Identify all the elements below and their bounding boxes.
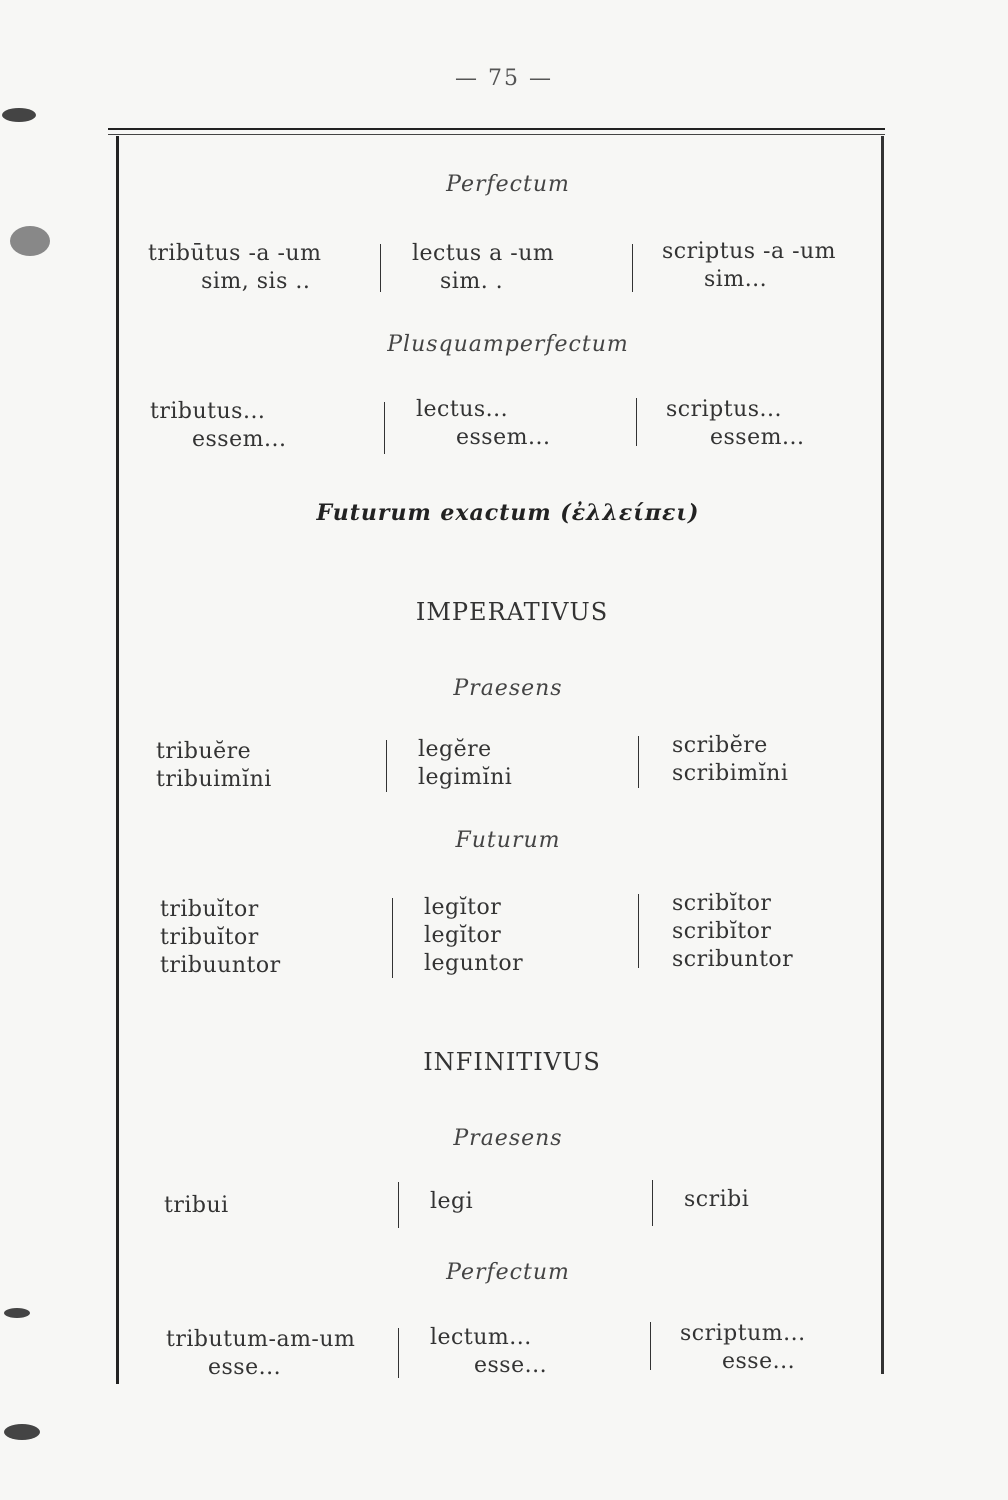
table-frame-left-rule [116, 136, 119, 1384]
inf-praesens-col3 [684, 1186, 749, 1214]
cell-line: legi [430, 1189, 474, 1214]
heading-perfectum: Perfectum [446, 172, 570, 197]
column-separator [392, 898, 393, 978]
cell-line: lectus a -um [412, 241, 555, 266]
inf-perfectum-col3 [680, 1320, 806, 1376]
cell-line: leguntor [424, 951, 524, 976]
inf-perfectum-col2 [430, 1324, 547, 1380]
column-separator [398, 1182, 399, 1228]
cell-line: scriptus... [666, 397, 783, 422]
table-frame-top-rule [108, 128, 885, 135]
cell-line: tributum-am-um [166, 1327, 356, 1352]
inf-praesens-col2 [430, 1188, 473, 1216]
scan-speck [4, 1308, 30, 1318]
cell-line: tribui [164, 1193, 229, 1218]
heading-imperativus-futurum: Futurum [455, 828, 561, 853]
scan-speck [4, 1424, 40, 1440]
column-separator [652, 1180, 653, 1226]
cell-line: scribuntor [672, 947, 794, 972]
perfectum-col1 [148, 240, 321, 296]
page-number: — 75 — [455, 66, 553, 91]
imp-praesens-col1 [156, 738, 272, 794]
cell-line: legĕre [418, 737, 492, 762]
heading-imperativus-praesens: Praesens [453, 676, 563, 701]
imp-praesens-col2 [418, 736, 512, 792]
cell-line: essem... [192, 427, 287, 452]
heading-plusquamperfectum: Plusquamperfectum [387, 332, 629, 357]
scan-speck [2, 108, 36, 122]
section-infinitivus: INFINITIVUS [423, 1048, 601, 1076]
cell-line: tribuimĭni [156, 767, 272, 792]
imp-futurum-col2 [424, 894, 523, 978]
table-frame-right-rule [881, 136, 884, 1374]
plusquamperfectum-col3 [666, 396, 804, 452]
cell-line: esse... [474, 1353, 548, 1378]
imp-praesens-col3 [672, 732, 788, 788]
cell-line: essem... [456, 425, 551, 450]
column-separator [384, 402, 385, 454]
cell-line: scribi [684, 1187, 750, 1212]
heading-futurum-exactum: Futurum exactum (ἐλλείπει) [316, 500, 700, 526]
cell-line: tribūtus -a -um [148, 241, 322, 266]
cell-line: sim, sis .. [201, 269, 311, 294]
cell-line: sim... [704, 267, 768, 292]
column-separator [380, 244, 381, 292]
column-separator [632, 244, 633, 292]
inf-praesens-col1 [164, 1192, 229, 1220]
cell-line: tribuĭtor [160, 925, 259, 950]
perfectum-col2 [412, 240, 554, 296]
scan-speck [10, 226, 50, 256]
column-separator [650, 1322, 651, 1370]
cell-line: tribuĕre [156, 739, 252, 764]
cell-line: scribĭtor [672, 919, 772, 944]
imp-futurum-col3 [672, 890, 793, 974]
plusquamperfectum-col1 [150, 398, 286, 454]
column-separator [638, 894, 639, 968]
column-separator [386, 740, 387, 792]
cell-line: tribuĭtor [160, 897, 259, 922]
cell-line: scriptum... [680, 1321, 806, 1346]
cell-line: tributus... [150, 399, 266, 424]
column-separator [636, 398, 637, 446]
section-imperativus: IMPERATIVUS [415, 598, 609, 626]
cell-line: essem... [710, 425, 805, 450]
heading-infinitivus-perfectum: Perfectum [446, 1260, 570, 1285]
perfectum-col3 [662, 238, 836, 294]
cell-line: lectum... [430, 1325, 532, 1350]
cell-line: esse... [208, 1355, 282, 1380]
plusquamperfectum-col2 [416, 396, 550, 452]
column-separator [398, 1328, 399, 1378]
cell-line: lectus... [416, 397, 509, 422]
cell-line: tribuuntor [160, 953, 281, 978]
column-separator [638, 736, 639, 788]
inf-perfectum-col1 [166, 1326, 355, 1382]
cell-line: legĭtor [424, 895, 502, 920]
cell-line: scribimĭni [672, 761, 789, 786]
cell-line: legĭtor [424, 923, 502, 948]
cell-line: sim. . [440, 269, 504, 294]
cell-line: legimĭni [418, 765, 513, 790]
imp-futurum-col1 [160, 896, 281, 980]
cell-line: scribĭtor [672, 891, 772, 916]
heading-infinitivus-praesens: Praesens [453, 1126, 563, 1151]
cell-line: esse... [722, 1349, 796, 1374]
cell-line: scribĕre [672, 733, 768, 758]
cell-line: scriptus -a -um [662, 239, 837, 264]
